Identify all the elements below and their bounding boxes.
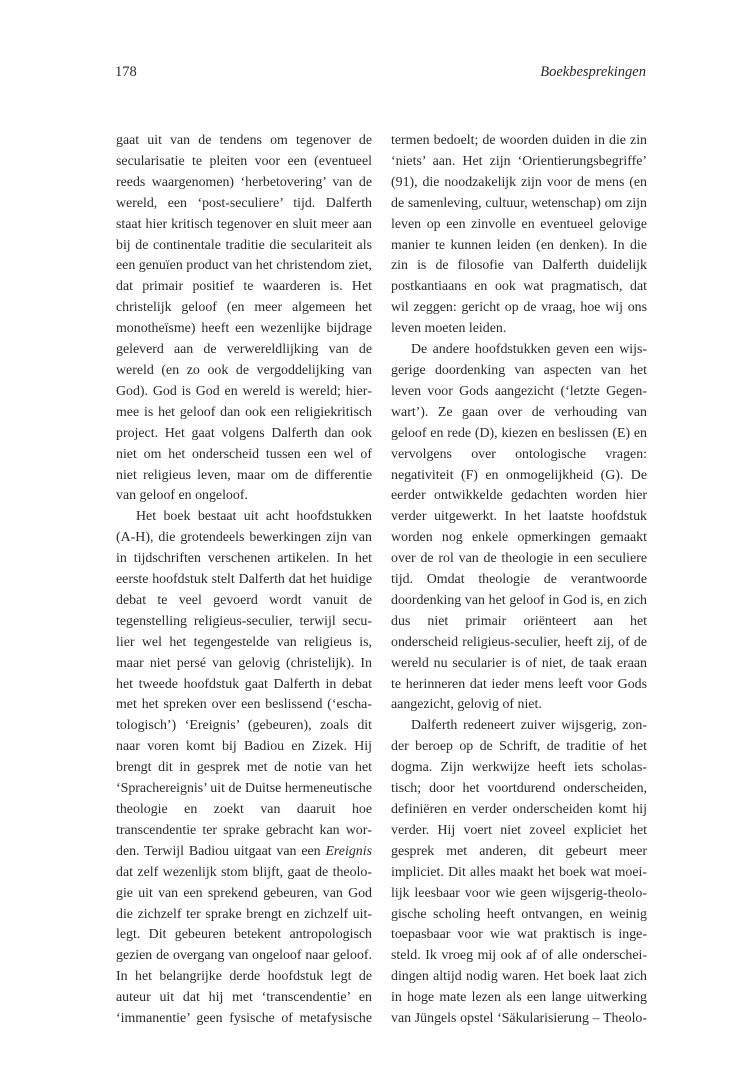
running-title: Boekbesprekingen	[540, 64, 646, 80]
paragraph-terms: termen bedoelt; de woorden duiden in die zin ‘niets’ aan. Het zijn ‘Orientierungsbegriffe’ (91), die noodzakelijk zijn voor de mens (en de samenleving, cultuur, wetenschap) om zijn leven op een zinvolle en eventueel gelovige manier te kunnen leiden (en denken). In die zin is de filosofie van Dalferth duidelijk postkantiaans en ook wat pragmatisch, dat wil zeggen: gericht op de vraag, hoe wij ons leven moeten leiden.	[391, 133, 647, 337]
italic-term: Ereignis	[325, 843, 372, 859]
page-number: 178	[115, 64, 137, 80]
running-header	[115, 64, 646, 84]
paragraph-evaluation: Dalferth redeneert zuiver wijsgerig, zonder beroep op de Schrift, de traditie of het dogma. Zijn werkwijze heeft iets scholastisch; door het voortdurend onderscheiden, definiëren en verder onderscheiden komt hij verder. Hij voert niet zoveel expliciet het gesprek met anderen, dit gebeurt meer impliciet. Dit alles maakt het boek wat moeilijk leesbaar voor wie geen wijsgerig-theologische scholing heeft ontvangen, en weinig toepasbaar voor wie wat praktisch is ingesteld. Ik vroeg mij ook af of alle onderscheidingen altijd nodig waren. Het boek laat zich in hoge mate lezen als een lange uitwerking van Jüngels opstel ‘Säkularisierung – Theolo-	[391, 718, 647, 1027]
paragraph-continued: gaat uit van de tendens om tegenover de secularisatie te pleiten voor een (eventueel reeds waargenomen) ‘herbetovering’ van de wereld, een ‘post-seculiere’ tijd. Dalferth staat hier kritisch tegenover en sluit meer aan bij de continentale traditie die seculariteit als een genuïen product van het christendom ziet, dat primair positief te waarderen is. Het christelijk geloof (en meer algemeen het monotheïsme) heeft een wezenlijke bijdrage geleverd aan de verwereldlijking van de wereld (en zo ook de vergoddelijking van God). God is God en wereld is wereld; hiermee is het geloof dan ook een religiekritisch project. Het gaat volgens Dalferth dan ook niet om het onderscheid tussen een wel of niet religieus leven, maar om de differentie van geloof en ongeloof.	[116, 133, 372, 504]
paragraph-chapters	[116, 507, 372, 1030]
left-column	[116, 131, 372, 1030]
paragraph-other-chapters: De andere hoofdstukken geven een wijsgerige doordenking van aspecten van het leven voor Gods aangezicht (‘letzte Gegenwart’). Ze gaan over de verhouding van geloof en rede (D), kiezen en beslissen (E) en vervolgens over ontologische vragen: negativiteit (F) en onmogelijkheid (G). De eerder ontwikkelde gedachten worden hier verder uitgewerkt. In het laatste hoofdstuk worden nog enkele opmerkingen gemaakt over de rol van de theologie in een seculiere tijd. Omdat theologie de verantwoorde doordenking van het geloof in God is, en zich dus niet primair oriënteert aan het onderscheid religieus-seculier, heeft zij, of de wereld nu secularier is of niet, de taak eraan te herinneren dat ieder mens leeft voor Gods aangezicht, gelovig of niet.	[391, 342, 647, 713]
paragraph-text: Het boek bestaat uit acht hoofdstukken (A-H), die grotendeels bewerkingen zijn van in tijdschriften verschenen artikelen. In het eerste hoofdstuk stelt Dalferth dat het huidige debat te veel gevoerd wordt vanuit de tegenstelling religieus-seculier, terwijl seculier wel het tegengestelde van religieus is, maar niet persé van gelovig (christelijk). In het tweede hoofdstuk gaat Dalferth in debat met het spreken over een beslissend (‘eschatologisch’) ‘Ereignis’ (gebeuren), zoals dit naar voren komt bij Badiou en Zizek. Hij brengt dit in gesprek met de notie van het ‘Sprachereignis’ uit de Duitse hermeneutische theologie en zoekt van daaruit hoe transcendentie ter sprake gebracht kan worden. Terwijl Badiou uitgaat van een	[116, 509, 372, 859]
right-column	[391, 131, 647, 1030]
paragraph-text: dat zelf wezenlijk stom blijft, gaat de theologie uit van een sprekend gebeuren, van God die zichzelf ter sprake brengt en zichzelf uitlegt. Dit gebeuren betekent antropologisch gezien de overgang van ongeloof naar geloof. In het belangrijke derde hoofdstuk legt de auteur uit dat hij met ‘transcendentie’ en ‘immanentie’ geen fysische of metafysische	[116, 864, 372, 1027]
